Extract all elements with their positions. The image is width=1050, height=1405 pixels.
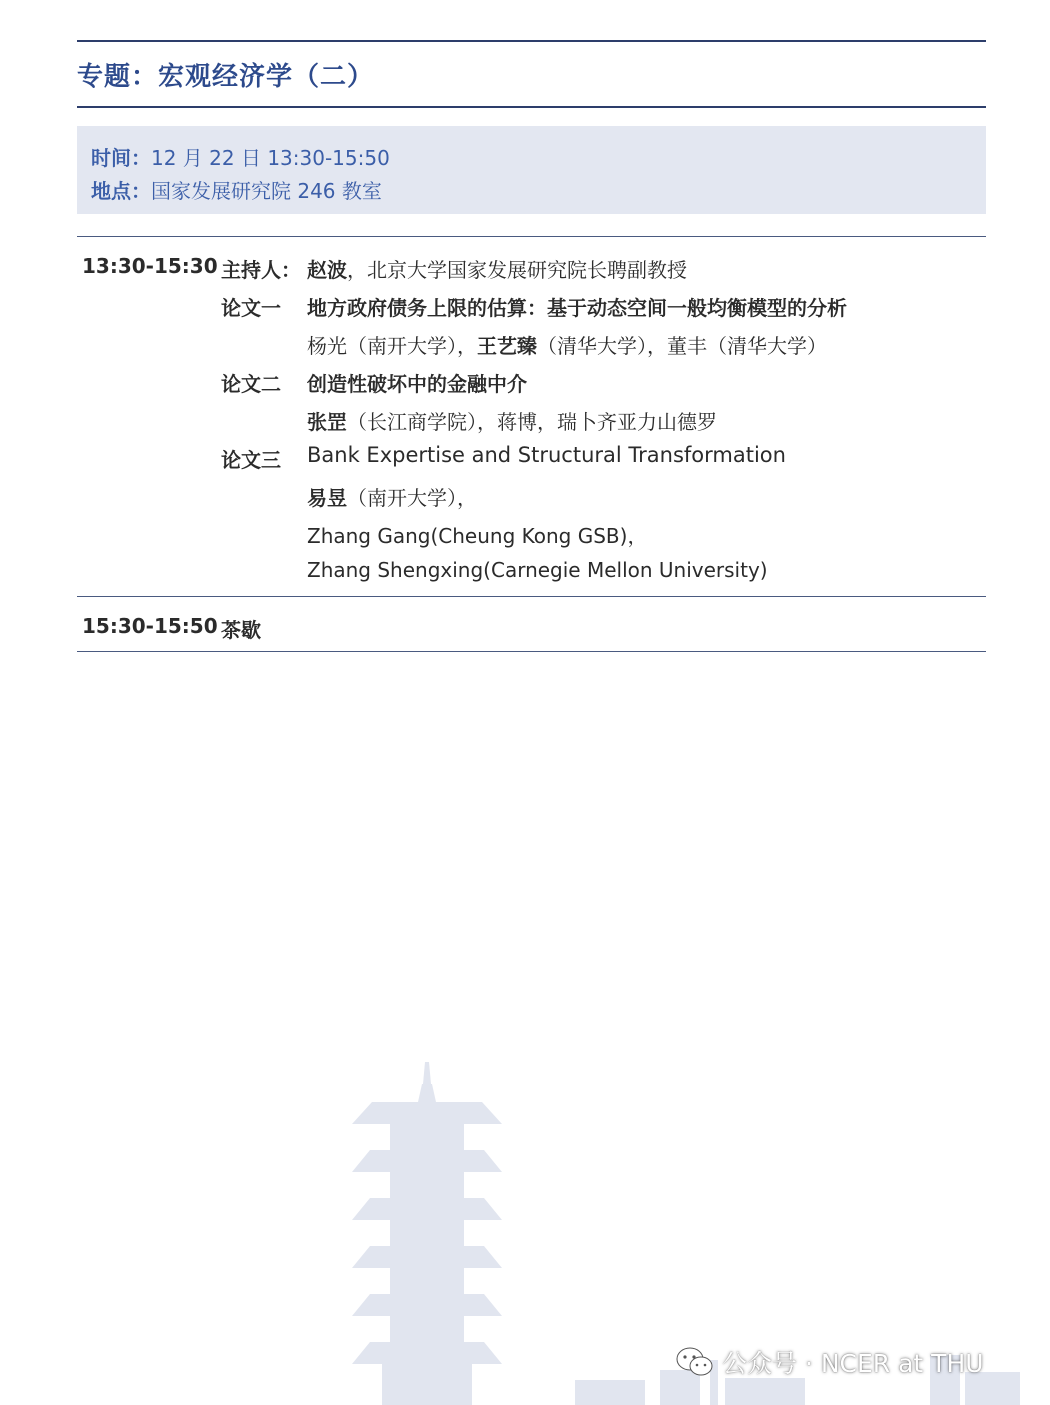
pagoda-illustration: [352, 1062, 502, 1405]
paper1-authors: [307, 330, 827, 359]
break-label: 茶歇: [221, 618, 261, 642]
paper3-authors-line1: [307, 482, 477, 511]
wechat-icon: [676, 1346, 714, 1378]
top-rule: [77, 40, 986, 42]
paper1-author1: 杨光: [307, 334, 347, 358]
paper3-author1: 易昱: [307, 486, 347, 510]
paper1-label: 论文一: [221, 296, 281, 320]
title-bottom-rule: [77, 106, 986, 108]
place-value: 国家发展研究院 246 教室: [151, 179, 382, 203]
time-info: [91, 142, 390, 171]
session2-time: 15:30-15:50: [82, 614, 218, 638]
paper3-label: 论文三: [221, 448, 281, 472]
place-label: 地点：: [91, 179, 151, 203]
paper1-aff1: （南开大学），: [347, 334, 477, 358]
session1-time: 13:30-15:30: [82, 254, 218, 278]
paper3-aff1: （南开大学），: [347, 486, 477, 510]
paper1-title: 地方政府债务上限的估算：基于动态空间一般均衡模型的分析: [307, 296, 847, 320]
paper3-authors-line3: Zhang Shengxing(Carnegie Mellon University): [307, 558, 768, 582]
paper2-other-authors: （长江商学院），蒋博，瑞卜齐亚力山德罗: [347, 410, 717, 434]
paper1-aff2: （清华大学），: [537, 334, 667, 358]
info-box: [77, 126, 986, 214]
host-label: 主持人：: [221, 258, 301, 282]
paper3-title: Bank Expertise and Structural Transformation: [307, 443, 786, 467]
paper1-author2: 王艺臻: [477, 334, 537, 358]
paper2-authors: [307, 406, 717, 435]
paper2-title: 创造性破坏中的金融中介: [307, 372, 527, 396]
watermark-text: 公众号 · NCER at THU: [722, 1349, 984, 1378]
schedule-bottom-rule: [77, 651, 986, 652]
wechat-watermark: [676, 1344, 984, 1380]
section-title: 专题：宏观经济学（二）: [77, 62, 375, 92]
time-value: 12 月 22 日 13:30-15:50: [151, 146, 390, 170]
paper1-aff3: （清华大学）: [707, 334, 827, 358]
host-name: 赵波: [307, 258, 347, 282]
host-title: ，北京大学国家发展研究院长聘副教授: [347, 258, 687, 282]
session-divider: [77, 596, 986, 597]
paper3-authors-line2: Zhang Gang(Cheung Kong GSB)，: [307, 524, 648, 548]
time-label: 时间：: [91, 146, 151, 170]
host-line: [307, 254, 687, 283]
paper2-label: 论文二: [221, 372, 281, 396]
place-info: [91, 175, 382, 204]
paper2-author1: 张罡: [307, 410, 347, 434]
paper1-author3: 董丰: [667, 334, 707, 358]
schedule-top-rule: [77, 236, 986, 237]
